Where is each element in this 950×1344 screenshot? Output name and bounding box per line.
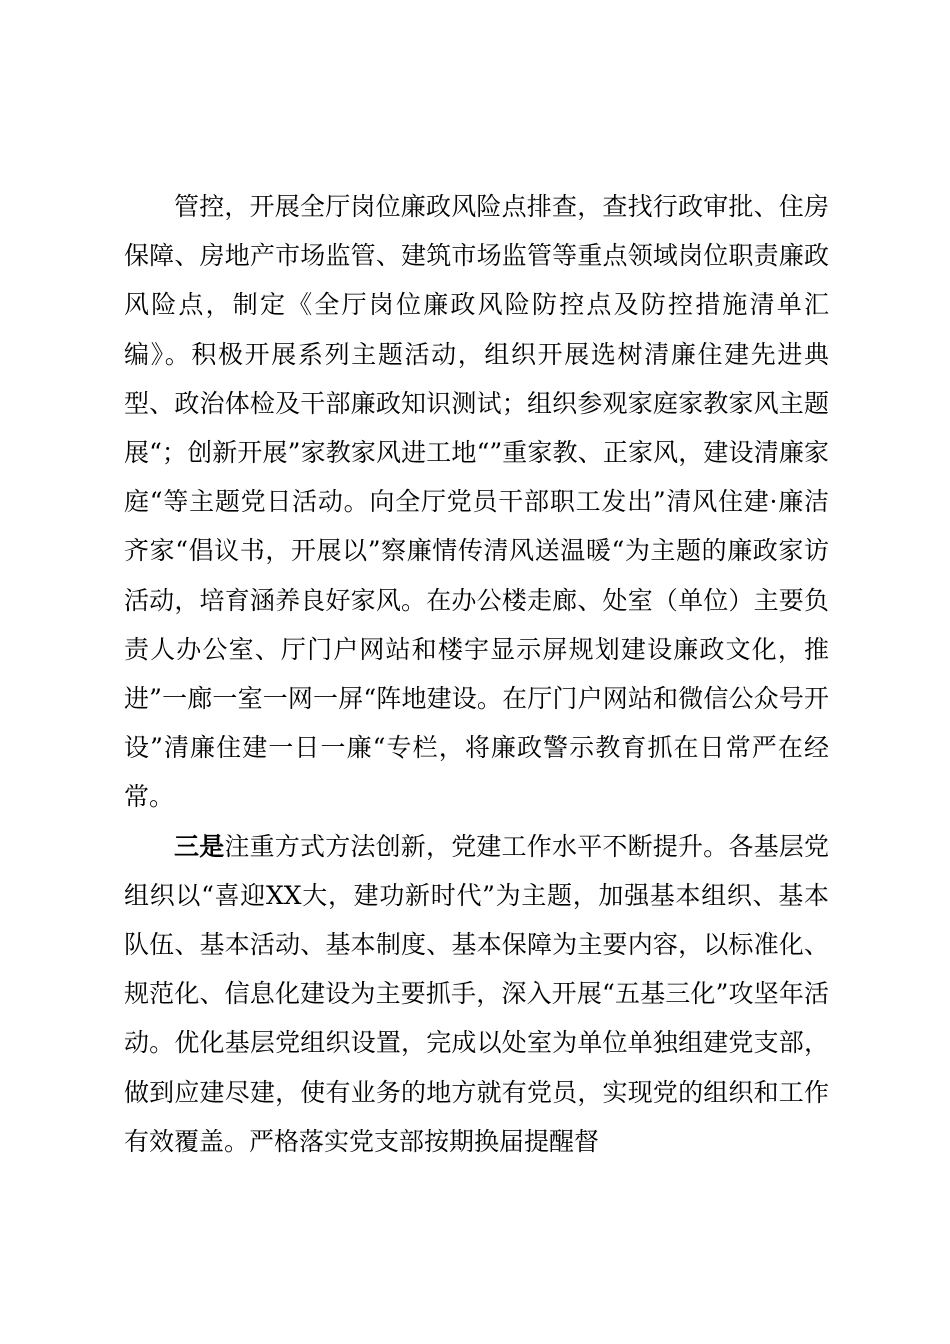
paragraph-2-body: 注重方式方法创新，党建工作水平不断提升。各基层党组织以“喜迎XX大，建功新时代”为主题，加强基本组织、基本队伍、基本活动、基本制度、基本保障为主要内容，以标准化、规范化、信息化建设为主要抓手，深入开展“五基三化”攻坚年活动。优化基层党组织设置，完成以处室为单位单独组建党支部，做到应建尽建，使有业务的地方就有党员，实现党的组织和工作有效覆盖。严格落实党支部按期换届提醒督 (124, 831, 829, 1156)
paragraph-2 (124, 822, 829, 1166)
paragraph-1: 管控，开展全厅岗位廉政风险点排查，查找行政审批、住房保障、房地产市场监管、建筑市场监管等重点领域岗位职责廉政风险点，制定《全厅岗位廉政风险防控点及防控措施清单汇编》。积极开展系列主题活动，组织开展选树清廉住建先进典型、政治体检及干部廉政知识测试；组织参观家庭家教家风主题展“；创新开展”家教家风进工地“”重家教、正家风，建设清廉家庭“等主题党日活动。向全厅党员干部职工发出”清风住建·廉洁齐家“倡议书，开展以”察廉情传清风送温暖“为主题的廉政家访活动，培育涵养良好家风。在办公楼走廊、处室（单位）主要负责人办公室、厅门户网站和楼宇显示屏规划建设廉政文化，推进”一廊一室一网一屏“阵地建设。在厅门户网站和微信公众号开设”清廉住建一日一廉“专栏，将廉政警示教育抓在日常严在经常。 (124, 192, 829, 812)
document-body (124, 182, 829, 1166)
paragraph-2-lead: 三是 (174, 831, 225, 861)
